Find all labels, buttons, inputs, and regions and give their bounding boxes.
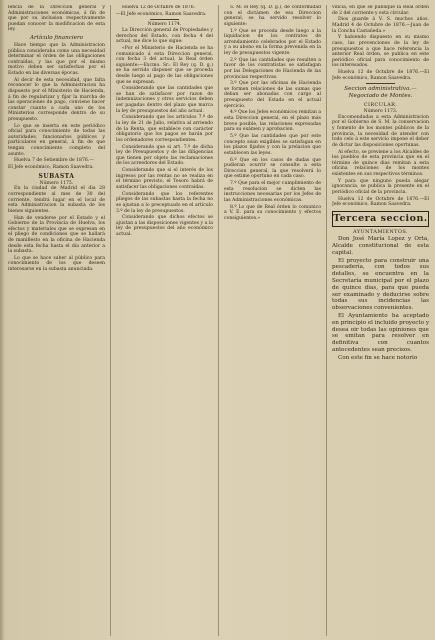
page-fold-shadow bbox=[0, 0, 5, 640]
col3-paragraph-2: 1.º Que se proceda desde luego a la liquidacion de los contratos de arrendamiento celebrados por el Estado y a su abono en la forma prevenida en la ley de presupuestos vigente. bbox=[224, 28, 321, 56]
col4-paragraph-2: Dios guarde á V. S. muchos años. Madrid 4 de Octubre de 1876.—Juan de la Concha Castañeda.» bbox=[332, 17, 429, 34]
col4-paragraph-6: Y para que ninguno pueda alegar ignorancia, se publica la presente en el periódico oficial de la provincia. bbox=[332, 178, 429, 195]
col2-dateline: Huelva 12 de Octubre de 1876. bbox=[122, 5, 196, 10]
separator-rule bbox=[150, 19, 179, 20]
col4-paragraph-10: Con este fin se hace notorio bbox=[338, 355, 418, 362]
col4-paragraph-3: Y habiendo dispuesto en su mismo caso, las prevenciones de la ley de presupuestos a que hace referencia la anterior Real órden, se publica en este periódico oficial para conocimiento de los interesados. bbox=[332, 35, 429, 69]
col1-paragraph-6: Han de venderse por el Estado y el Gobierno de la Provincia de Huelva, los efectos y materiales que se expresan en el pliego de condiciones que se hallará de manifiesto en la oficina de Hacienda desde esta fecha hasta el dia anterior a la subasta. bbox=[8, 215, 105, 255]
col3-paragraph-9: 8.º Lo que de Real órden lo comunico a V. E. para su conocimiento y efectos consiguientes.» bbox=[224, 204, 321, 221]
tercera-seccion-box bbox=[332, 211, 429, 227]
column-2 bbox=[116, 5, 213, 636]
col4-paragraph-1: vincia, en que se publique la Real órden de 2 del corriente y esta circular. bbox=[332, 5, 429, 16]
col2-paragraph-6: Considerando que si el interés de los ingresos por las rentas no se realiza en el término previsto, el Tesoro habrá de satisfacer las obligaciones contraídas. bbox=[116, 168, 213, 190]
col1-signature-2: El Jefe económico, Ramon Saavedra. bbox=[8, 165, 94, 171]
col4-paragraph-5: Al efecto, se previene a los Alcaldes de los pueblos de esta provincia que en el término de quince dias remitan a esta oficina relaciones de los montes existentes en sus respectivos términos. bbox=[332, 149, 429, 177]
col4-paragraph-4: Encomendadas a esta Administracion por el Gobierno de S. M. la conservacion y fomento de los montes públicos de la provincia, la necesidad de atender con todo celo á este servicio impone el deber de dictar las disposiciones oportunas. bbox=[332, 114, 429, 148]
col1-paragraph-1: lencia de la Direccion general y Administraciones económicas, á fin de que por su inclusion respectivamente puedan conocer la modificacion de esta ley. bbox=[8, 5, 105, 33]
ayuntamientos-heading: AYUNTAMIENTOS. bbox=[353, 228, 408, 235]
column-divider bbox=[110, 5, 111, 636]
col3-paragraph-6: 5.º Que las cantidades que por este concepto sean exigibles se satisfagan en los plazos fijados y con la prelacion que establecen las leyes. bbox=[224, 134, 321, 156]
col3-paragraph-1: S. M. el Rey (q. D. g.), de conformidad con el dictámen de esa Direccion general, se ha servido resolver lo siguiente: bbox=[224, 5, 321, 27]
col2-paragraph-4: Considerando que los artículos 7.º de la ley de 21 de Julio, relativa al arriendo de la Renta, que establece con carácter obligatorio que los pagos se harán por los ordenadores correspondientes. bbox=[116, 115, 213, 143]
col3-paragraph-3: 2.º Que las cantidades que resulten a favor de los contratistas se satisfagan por las Delegaciones de Hacienda de las provincias respectivas. bbox=[224, 57, 321, 80]
col2-paragraph-2: «Por el Ministerio de Hacienda se ha comunicado á esta Direccion general, con fecha 3 del actual, la Real órden siguiente:—Excmo. Sr.: El Rey (q. D. g.) se ha servido disponer que se proceda desde luego al pago de las obligaciones que se expresan. bbox=[116, 45, 213, 85]
subasta-number: Número 1175. bbox=[39, 180, 74, 186]
col4-paragraph-8: El proyecto para construir una pescadería, con todos sus detalles, se encuentra en la Secretaría municipal por el plazo de quince dias, para que pueda ser examinado y deducirse sobre todas sus incidencias las observaciones convenientes. bbox=[332, 257, 429, 312]
col3-paragraph-7: 6.º Que en los casos de dudas que pudieran ocurrir se consulte a esta Direccion general, la que resolverá lo que estime oportuno en cada caso. bbox=[224, 157, 321, 180]
admin-section-title: Seccion administrativa.—Negociado de Montes. bbox=[344, 86, 417, 100]
subasta-heading: SUBASTA bbox=[38, 172, 75, 180]
col4-signature-2: Huelva 12 de Octubre de 1876.—El Jefe económico, Ramon Saavedra. bbox=[332, 196, 429, 208]
circular-heading: CIRCULAR. bbox=[363, 102, 398, 109]
col2-number: Número 1174. bbox=[147, 22, 182, 28]
col1-paragraph-7: Lo que se hace saber al público para conocimiento de los que deseen interesarse en la subasta anunciada. bbox=[8, 255, 105, 273]
col1-signature-1: Huelva 7 de Setiembre de 1876.— bbox=[14, 158, 94, 164]
col1-section-title: Artículo financiero bbox=[30, 34, 83, 41]
col4-number: Número 1173. bbox=[363, 109, 398, 115]
col1-paragraph-3: Al decir de esta necesidad, que falta reconocer lo que la Administracion ha dispuesto por el Ministerio de Hacienda, á fin de regularizar y fijar la marcha de las operaciones de pago, conviene hacer constar cuanto a cada uno de los Ministerios corresponde dentro de su presupuesto. bbox=[8, 77, 105, 122]
col1-paragraph-4: Lo que se inserta en este periódico oficial para conocimiento de todas las autoridades, funcionarios públicos y particulares en general, á fin de que tengan conocimiento completo del asunto. bbox=[8, 123, 105, 157]
column-4 bbox=[332, 5, 429, 636]
column-3 bbox=[224, 5, 321, 636]
column-1 bbox=[8, 5, 105, 636]
col2-paragraph-1: La Dirección general de Propiedades y derechos del Estado, con fecha 4 del actual, me dice lo que sigue: bbox=[116, 27, 213, 45]
col1-paragraph-2: Hace tiempo que la Administracion pública consideraba como una necesidad determinar el órden de las obligaciones contraídas, y las que por el mismo motivo deben ser satisfechas por el Estado en las diversas épocas. bbox=[8, 42, 105, 76]
col3-paragraph-4: 3.º Que por las oficinas de Hacienda se formen relaciones de las sumas que deban ser abonadas con cargo al presupuesto del Estado en el actual ejercicio. bbox=[224, 81, 321, 109]
col2-dateline-signature: —El Jefe económico, Ramon Saavedra. bbox=[116, 11, 207, 17]
col3-paragraph-8: 7.º Que para el mejor cumplimiento de esta resolucion se dicten las instrucciones necesarias por los Jefes de las Administraciones económicas. bbox=[224, 181, 321, 203]
col3-paragraph-5: 4.º Que los Jefes económicos remitan a esta Direccion general, en el plazo más breve posible, las relaciones expresadas para su exámen y aprobacion. bbox=[224, 110, 321, 133]
column-divider bbox=[326, 5, 327, 636]
separator-rule bbox=[366, 83, 395, 84]
col4-signature: Huelva 12 de Octubre de 1876.—El Jefe económico, Ramon Saavedra. bbox=[332, 70, 429, 81]
col2-paragraph-8: Considerando que dichos efectos se ajustan a las disposiciones vigentes y a la ley de presupuestos del año económico actual. bbox=[116, 215, 213, 238]
tercera-seccion-heading: Tercera seccion. bbox=[333, 212, 428, 224]
column-divider bbox=[218, 5, 219, 636]
col4-paragraph-7: Don José María Lopez y Orta, Alcalde constitucional de esta capital. bbox=[332, 235, 429, 256]
col4-paragraph-9: El Ayuntamiento ha aceptado en principio el incluido proyecto y desea oir todas las opiniones que se emitan para resolver en definitiva con cuantos antecedentes sean precisos. bbox=[332, 313, 429, 354]
col2-paragraph-5: Considerando que si art. 7.º de dicha ley de Presupuestos y de las diligencias que tienen por objeto las reclamaciones de los acreedores del Estado. bbox=[116, 144, 213, 167]
col2-paragraph-7: Considerando que los referentes pliegos de las subastas hasta la fecha no se ajustan a lo preceptuado en el artículo 3.º de la ley de presupuestos. bbox=[116, 191, 213, 214]
col1-paragraph-5: En la ciudad de Madrid el dia 28 correspondiente al mes de 30 del corriente, tendrá lugar en el local de esta Administracion la subasta de los bienes siguientes. bbox=[8, 186, 105, 214]
col2-paragraph-3: Considerando que las cantidades que se han de satisfacer por razon de indemnizaciones y otros servicios deben ser pagadas dentro del plazo que marca la ley de presupuestos del año actual. bbox=[116, 86, 213, 114]
